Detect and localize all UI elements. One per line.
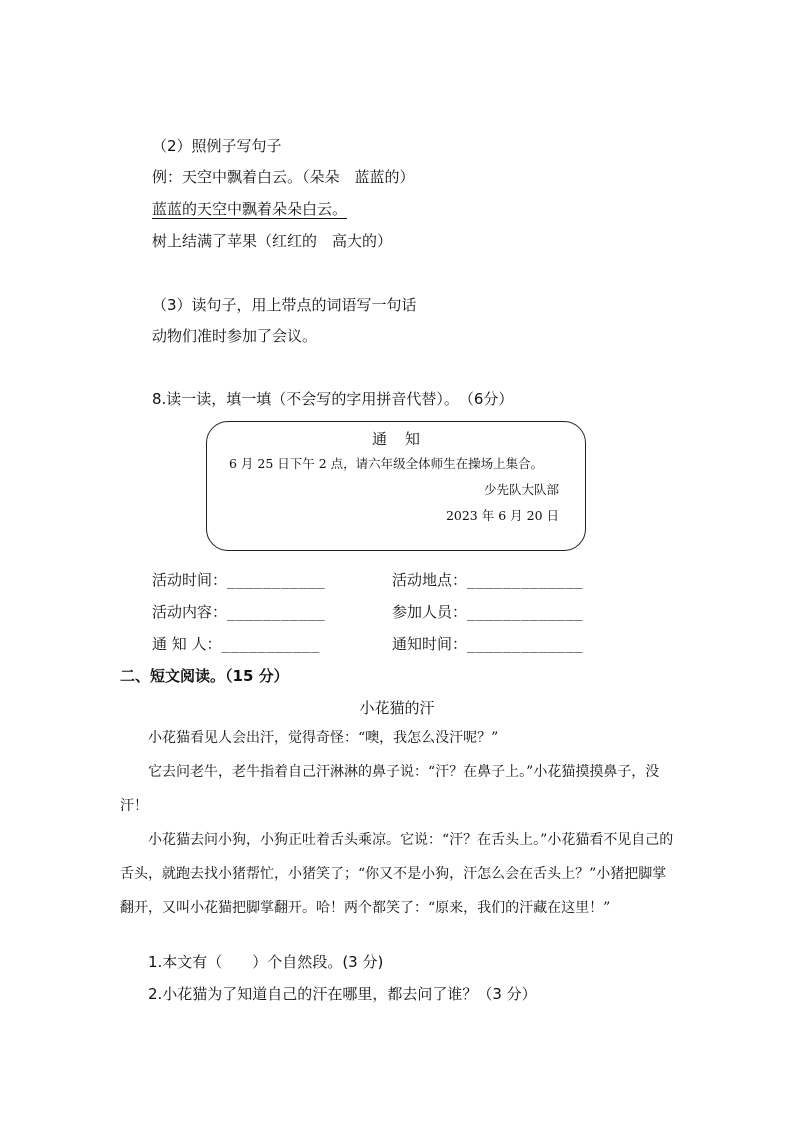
field-label: 活动内容：	[152, 603, 228, 621]
q7-sub2-title: （2）照例子写句子	[152, 137, 282, 155]
notice-box	[206, 421, 586, 551]
q7-sub3-title: （3）读句子，用上带点的词语写一句话	[152, 296, 417, 314]
story-title: 小花猫的汗	[359, 699, 435, 717]
field-label: 活动时间：	[152, 571, 228, 589]
answer-blank[interactable]: ___________	[227, 573, 326, 589]
q7-sub3-sentence: 动物们准时参加了会议。	[152, 327, 318, 345]
field-activity-content	[152, 601, 325, 622]
field-label: 通知时间：	[392, 635, 468, 653]
field-label: 通 知 人：	[152, 635, 222, 653]
field-notice-time	[392, 633, 583, 654]
answer-blank[interactable]: _____________	[467, 573, 584, 589]
section2-heading: 二、短文阅读。（15 分）	[120, 667, 289, 685]
reading-question-2: 2.小花猫为了知道自己的汗在哪里，都去问了谁？（3 分）	[148, 985, 537, 1003]
notice-date: 2023 年 6 月 20 日	[445, 508, 559, 523]
notice-body: 6 月 25 日下午 2 点，请六年级全体师生在操场上集合。	[229, 456, 544, 471]
story-paragraph-1: 小花猫看见人会出汗，觉得奇怪：“噢，我怎么没汗呢？”	[148, 730, 499, 746]
answer-blank[interactable]: ___________	[221, 637, 320, 653]
example-answer: 蓝蓝的天空中飘着朵朵白云。	[152, 200, 348, 218]
field-label: 参加人员：	[392, 603, 468, 621]
field-notifier	[152, 633, 320, 654]
field-label: 活动地点：	[392, 571, 468, 589]
field-activity-place	[392, 569, 583, 590]
answer-blank[interactable]: _____________	[467, 637, 584, 653]
reading-question-1: 1.本文有（ ）个自然段。(3 分)	[148, 953, 384, 971]
example-sentence: 例：天空中飘着白云。（朵朵 蓝蓝的）	[152, 168, 415, 186]
notice-heading: 通知	[371, 430, 438, 448]
field-participants	[392, 601, 583, 622]
story-paragraph-3: 小花猫去问小狗，小狗正吐着舌头乘凉。它说：“汗？在舌头上。”小花猫看不见自己的舌头，就跑去找小猪帮忙，小猪笑了；“你又不是小狗，汗怎么会在舌头上？”小猪把脚掌翻开，又叫小花猫把脚掌翻开。哈！两个都笑了：“原来，我们的汗藏在这里！”	[120, 832, 674, 916]
answer-blank[interactable]: _____________	[467, 605, 584, 621]
notice-signature: 少先队大队部	[483, 482, 559, 497]
field-activity-time	[152, 569, 325, 590]
answer-blank[interactable]: ___________	[227, 605, 326, 621]
q8-title: 8.读一读，填一填（不会写的字用拼音代替）。 （6分）	[152, 390, 514, 408]
q7-prompt: 树上结满了苹果（红红的 高大的）	[152, 232, 393, 250]
story-paragraph-2: 它去问老牛，老牛指着自己汗淋淋的鼻子说：“汗？在鼻子上。”小花猫摸摸鼻子，没汗！	[120, 764, 660, 814]
